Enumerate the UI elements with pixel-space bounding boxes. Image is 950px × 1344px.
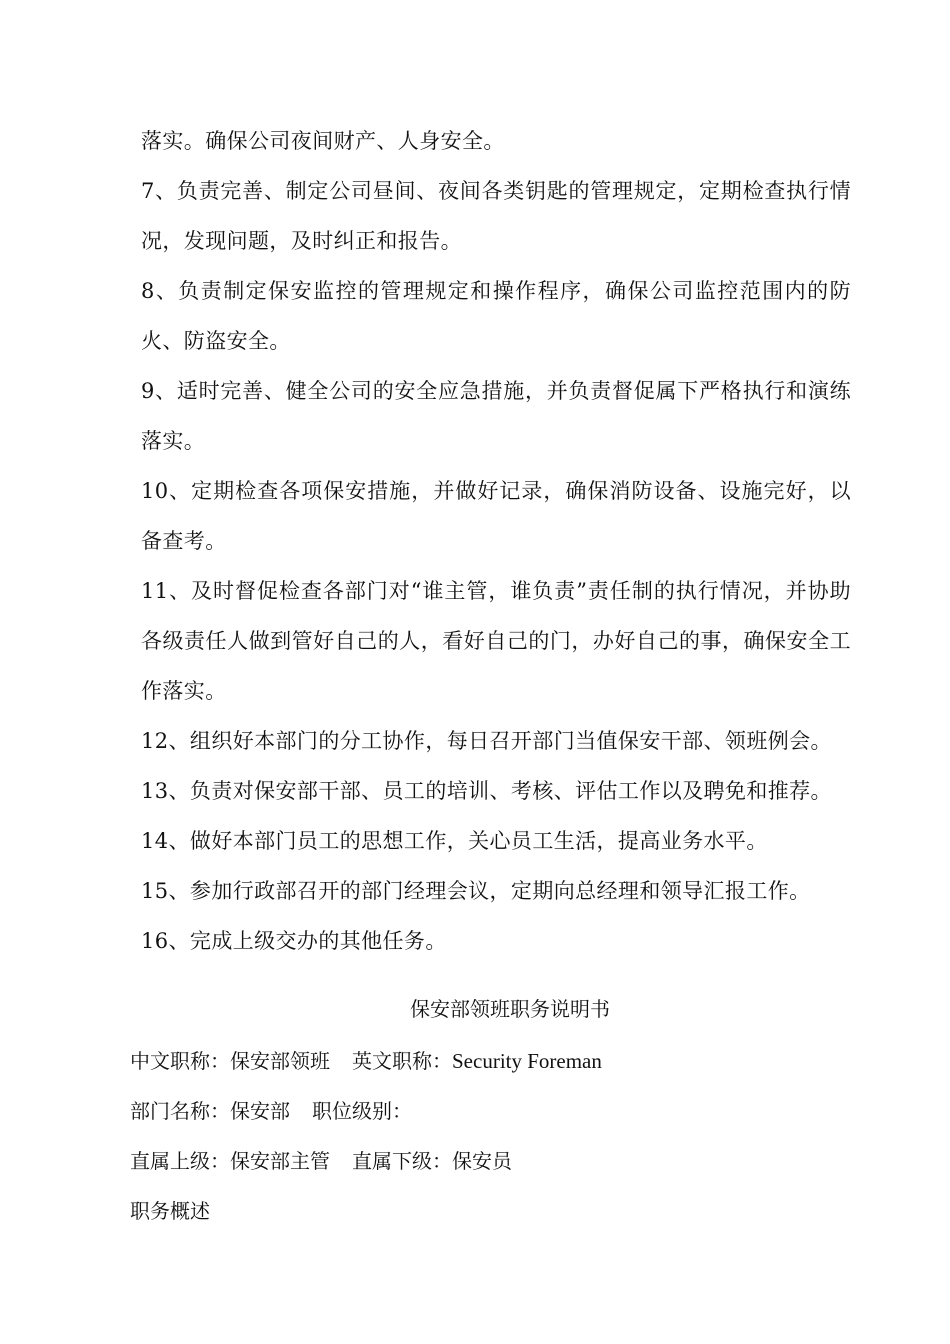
duty-list: [141, 116, 851, 966]
duty-item: 9、适时完善、健全公司的安全应急措施，并负责督促属下严格执行和演练落实。: [141, 379, 851, 453]
reporting-row: [130, 1136, 830, 1186]
dept-row: [130, 1086, 830, 1136]
level-label: 职位级别：: [312, 1099, 412, 1123]
duty-item: 落实。确保公司夜间财产、人身安全。: [141, 129, 505, 153]
duty-item: 8、负责制定保安监控的管理规定和操作程序，确保公司监控范围内的防火、防盗安全。: [141, 279, 851, 353]
duty-item: 12、组织好本部门的分工协作，每日召开部门当值保安干部、领班例会。: [141, 729, 832, 753]
en-title-value: Security Foreman: [452, 1049, 602, 1073]
superior-label: 直属上级：: [130, 1149, 230, 1173]
job-info: [130, 1036, 830, 1236]
duty-item: 7、负责完善、制定公司昼间、夜间各类钥匙的管理规定，定期检查执行情况，发现问题，及时纠正和报告。: [141, 179, 851, 253]
dept-label: 部门名称：: [130, 1099, 230, 1123]
dept-value: 保安部: [230, 1099, 290, 1123]
section-title: 保安部领班职务说明书: [410, 997, 610, 1021]
duty-item: 10、定期检查各项保安措施，并做好记录，确保消防设备、设施完好，以备查考。: [141, 479, 851, 553]
cn-title-value: 保安部领班: [230, 1049, 330, 1073]
superior-value: 保安部主管: [230, 1149, 330, 1173]
duty-item: 13、负责对保安部干部、员工的培训、考核、评估工作以及聘免和推荐。: [141, 779, 832, 803]
subordinate-value: 保安员: [452, 1149, 512, 1173]
en-title-label: 英文职称：: [352, 1049, 452, 1073]
cn-title-label: 中文职称：: [130, 1049, 230, 1073]
duty-item: 16、完成上级交办的其他任务。: [141, 929, 447, 953]
title-row: [130, 1036, 830, 1086]
duty-item: 14、做好本部门员工的思想工作，关心员工生活，提高业务水平。: [141, 829, 768, 853]
duty-item: 15、参加行政部召开的部门经理会议，定期向总经理和领导汇报工作。: [141, 879, 811, 903]
overview-heading: 职务概述: [130, 1199, 210, 1223]
subordinate-label: 直属下级：: [352, 1149, 452, 1173]
duty-item: 11、及时督促检查各部门对“谁主管，谁负责”责任制的执行情况，并协助各级责任人做到管好自己的人，看好自己的门，办好自己的事，确保安全工作落实。: [141, 579, 851, 703]
